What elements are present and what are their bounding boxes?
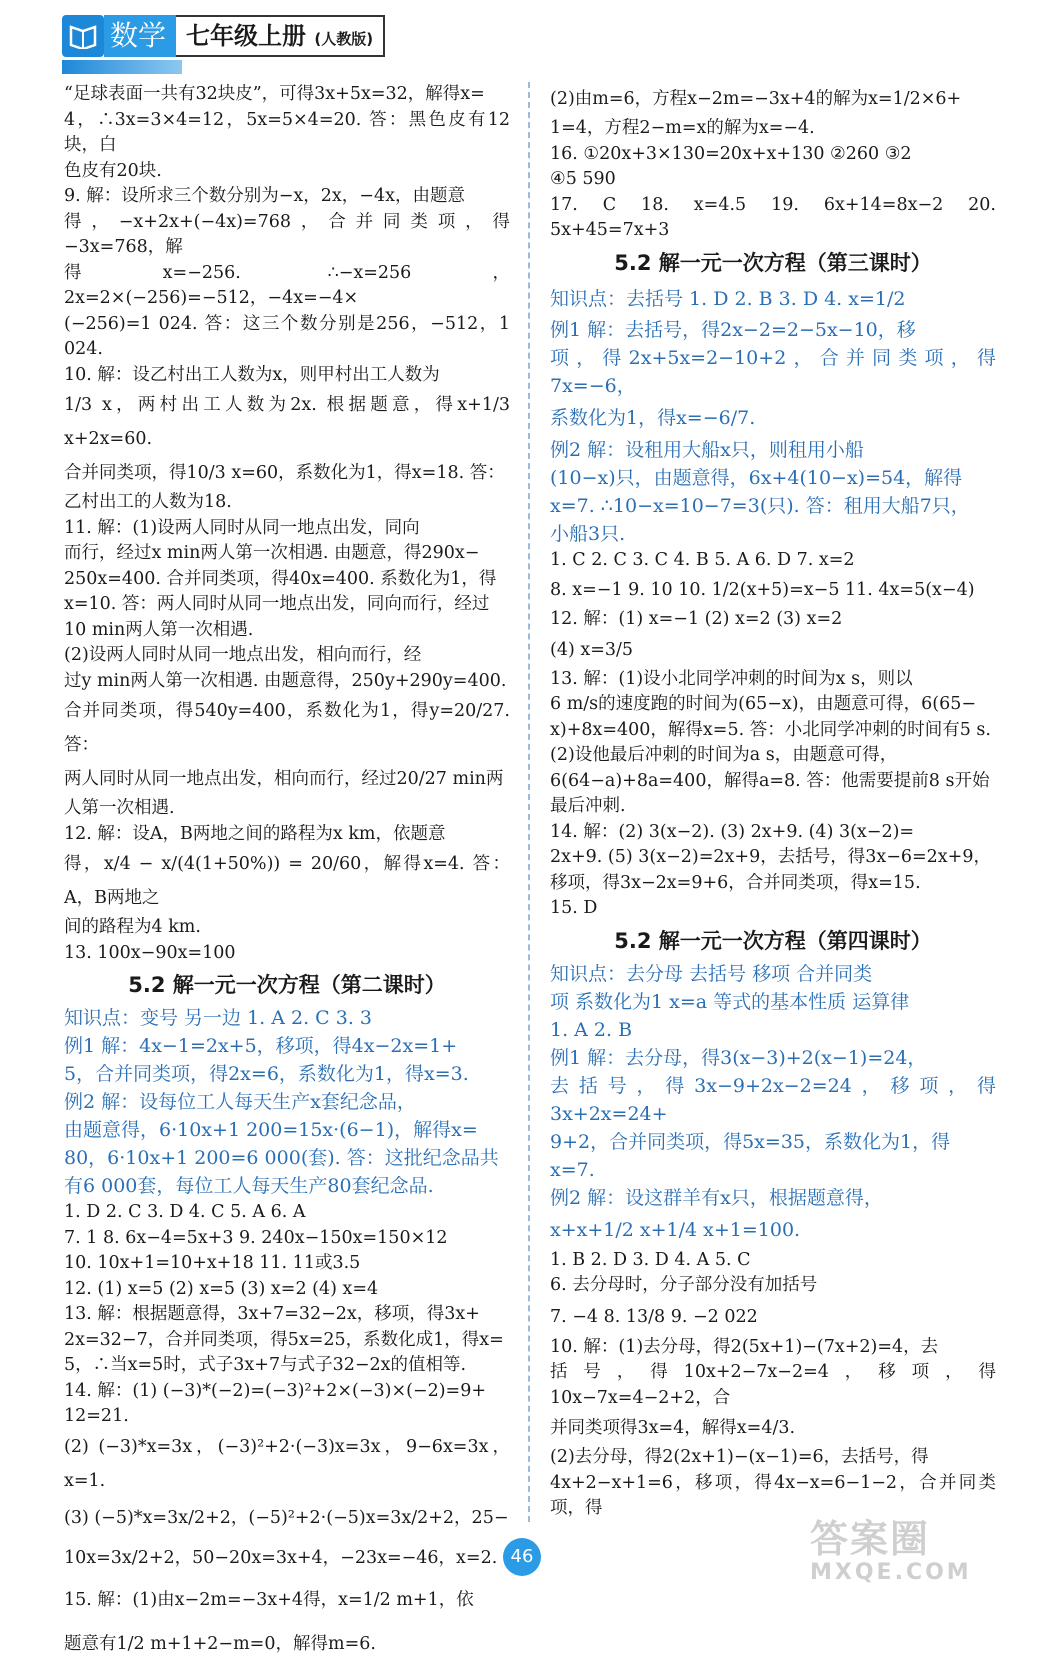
answer-line: “足球表面一共有32块皮”，可得3x+5x=32，解得x= — [64, 84, 485, 104]
subject-label: 数学 — [104, 15, 176, 57]
answer-line: 16. ①20x+3×130=20x+x+130 ②260 ③2 — [550, 143, 912, 164]
answer-line: 1. C 2. C 3. C 4. B 5. A 6. D 7. x=2 — [550, 549, 855, 570]
example-line: 由题意得，6·10x+1 200=15x·(6−1)，解得x= — [64, 1119, 478, 1141]
edition-text: (人教版) — [314, 30, 374, 48]
knowledge-points: 项 系数化为1 x=a 等式的基本性质 运算律 — [550, 990, 910, 1013]
answer-line: 10 min两人第一次相遇. — [64, 619, 254, 640]
answer-line: 14. 解：(2) 3(x−2). (3) 2x+9. (4) 3(x−2)= — [550, 821, 915, 842]
example-line: 去括号，得3x−9+2x−2=24，移项，得3x+2x=24+ — [550, 1074, 996, 1125]
example-line: 小船3只. — [550, 522, 626, 545]
header-stripe — [62, 60, 182, 74]
section-heading: 5.2 解一元一次方程（第二课时） — [128, 973, 446, 997]
example-line: 例1 解：去分母，得3(x−3)+2(x−1)=24， — [550, 1046, 927, 1069]
answer-line: (3) (−5)*x=3x/2+2，(−5)²+2·(−5)x=3x/2+2，25− — [64, 1507, 509, 1528]
answer-line: 1=4，方程2−m=x的解为x=−4. — [550, 118, 815, 138]
example-line: 例1 解：去括号，得2x−2=2−5x−10，移 — [550, 318, 916, 341]
answer-line: 8. x=−1 9. 10 10. 1/2(x+5)=x−5 11. 4x=5(x−4) — [550, 580, 975, 600]
answer-line: 并同类项得3x=4，解得x=4/3. — [550, 1418, 796, 1438]
example-line: 80，6·10x+1 200=6 000(套). 答：这批纪念品共 — [64, 1147, 499, 1169]
example-line: x+x+1/2 x+1/4 x+1=100. — [550, 1218, 801, 1241]
answer-line: 17. C 18. x=4.5 19. 6x+14=8x−2 20. 5x+45=7x+3 — [550, 194, 996, 240]
answer-line: 13. 解：(1)设小北同学冲刺的时间为x s，则以 — [550, 668, 913, 689]
answer-line: 1. B 2. D 3. D 4. A 5. C — [550, 1249, 751, 1270]
answer-line: 乙村出工的人数为18. — [64, 492, 232, 512]
answer-line: 合并同类项，得10/3 x=60，系数化为1，得x=18. 答： — [64, 463, 505, 483]
answer-line: 而行，经过x min两人第一次相遇. 由题意，得290x− — [64, 543, 480, 563]
answer-line: 6(64−a)+8a=400，解得a=8. 答：他需要提前8 s开始 — [550, 770, 990, 791]
answer-line: ④5 590 — [550, 169, 616, 189]
grade-label — [176, 15, 385, 57]
example-line: (10−x)只，由题意得，6x+4(10−x)=54，解得 — [550, 466, 963, 489]
answer-line: 得x=−256. ∴−x=256，2x=2×(−256)=−512，−4x=−4× — [64, 262, 510, 308]
answer-line: 人第一次相遇. — [64, 798, 175, 818]
page-number: 46 — [503, 1538, 541, 1576]
answer-line: 间的路程为4 km. — [64, 917, 201, 937]
answer-line: 2x=32−7，合并同类项，得5x=25，系数化成1，得x= — [64, 1329, 504, 1350]
section-heading: 5.2 解一元一次方程（第四课时） — [614, 928, 932, 953]
answer-line: 4，∴3x=3×4=12，5x=5×4=20. 答：黑色皮有12块，白 — [64, 109, 510, 155]
answer-line: 6 m/s的速度跑的时间为(65−x)，由题意可得，6(65− — [550, 694, 977, 714]
answer-line: (4) x=3/5 — [550, 639, 634, 660]
example-line: 例1 解：4x−1=2x+5，移项，得4x−2x=1+ — [64, 1035, 458, 1057]
answer-line: (2)去分母，得2(2x+1)−(x−1)=6，去括号，得 — [550, 1447, 929, 1467]
answer-line: (2)设他最后冲刺的时间为a s，由题意可得， — [550, 745, 898, 765]
knowledge-points: 知识点：去括号 1. D 2. B 3. D 4. x=1/2 — [550, 287, 906, 310]
example-line: x=7. — [550, 1158, 595, 1181]
answer-line: 13. 解：根据题意得，3x+7=32−2x，移项，得3x+ — [64, 1304, 480, 1324]
answer-line: 15. 解：(1)由x−2m=−3x+4得，x=1/2 m+1，依 — [64, 1589, 474, 1610]
left-column — [64, 82, 510, 1666]
answer-line: 4x+2−x+1=6，移项，得4x−x=6−1−2，合并同类项，得 — [550, 1472, 996, 1518]
answer-line: 7. −4 8. 13/8 9. −2 022 — [550, 1306, 758, 1327]
example-line: 有6 000套，每位工人每天生产80套纪念品. — [64, 1175, 434, 1197]
answer-line: 12. (1) x=5 (2) x=5 (3) x=2 (4) x=4 — [64, 1278, 379, 1299]
watermark-url: MXQE.COM — [810, 1560, 972, 1585]
answer-line: 两人同时从同一地点出发，相向而行，经过20/27 min两 — [64, 769, 504, 789]
answer-line: 13. 100x−90x=100 — [64, 942, 236, 963]
answer-line: 2x+9. (5) 3(x−2)=2x+9，去括号，得3x−6=2x+9， — [550, 847, 991, 867]
answer-line: 7. 1 8. 6x−4=5x+3 9. 240x−150x=150×12 — [64, 1227, 448, 1248]
answer-line: 1. D 2. C 3. D 4. C 5. A 6. A — [64, 1202, 306, 1222]
answer-line: x)+8x=400，解得x=5. 答：小北同学冲刺的时间有5 s. — [550, 719, 991, 740]
example-line: 9+2，合并同类项，得5x=35，系数化为1，得 — [550, 1130, 951, 1153]
answer-line: (2)由m=6，方程x−2m=−3x+4的解为x=1/2×6+ — [550, 89, 962, 109]
grade-text: 七年级上册 — [186, 22, 307, 50]
watermark-text: 答案圈 — [810, 1517, 931, 1561]
example-line: x=7. ∴10−x=10−7=3(只). 答：租用大船7只， — [550, 494, 970, 517]
answer-line: 最后冲刺. — [550, 796, 626, 816]
answer-line: 题意有1/2 m+1+2−m=0，解得m=6. — [64, 1633, 376, 1654]
book-icon — [62, 15, 104, 57]
example-line: 系数化为1，得x=−6/7. — [550, 406, 756, 429]
right-column — [550, 82, 996, 1522]
example-line: 例2 解：设这群羊有x只，根据题意得， — [550, 1186, 883, 1209]
knowledge-points: 知识点：变号 另一边 1. A 2. C 3. 3 — [64, 1007, 373, 1029]
example-line: 项，得2x+5x=2−10+2，合并同类项，得7x=−6， — [550, 346, 996, 397]
answer-line: 9. 解：设所求三个数分别为−x，2x，−4x，由题意 — [64, 186, 465, 206]
answer-line: (−256)=1 024. 答：这三个数分别是256，−512，1 024. — [64, 313, 510, 359]
answer-line: 括号，得10x+2−7x−2=4，移项，得10x−7x=4−2+2，合 — [550, 1362, 996, 1408]
page-header — [62, 14, 385, 58]
answer-line: 12=21. — [64, 1406, 129, 1426]
answer-line: 14. 解：(1) (−3)*(−2)=(−3)²+2×(−3)×(−2)=9+ — [64, 1380, 487, 1401]
answer-line: 1/3 x，两村出工人数为2x. 根据题意，得x+1/3 x+2x=60. — [64, 395, 510, 449]
section-heading: 5.2 解一元一次方程（第三课时） — [614, 250, 932, 275]
answer-line: x=10. 答：两人同时从同一地点出发，同向而行，经过 — [64, 594, 490, 614]
answer-line: (2) (−3)*x=3x，(−3)²+2·(−3)x=3x，9−6x=3x，x=1. — [64, 1436, 510, 1491]
answer-line: 移项，得3x−2x=9+6，合并同类项，得x=15. — [550, 872, 921, 893]
answer-line: 合并同类项，得540y=400，系数化为1，得y=20/27. 答： — [64, 701, 510, 755]
answer-line: 250x=400. 合并同类项，得40x=400. 系数化为1，得 — [64, 568, 497, 589]
answer-line: 色皮有20块. — [64, 160, 162, 181]
answer-line: 得，−x+2x+(−4x)=768，合并同类项，得−3x=768，解 — [64, 211, 510, 257]
answer-line: 10x=3x/2+2，50−20x=3x+4，−23x=−46，x=2. — [64, 1547, 498, 1568]
knowledge-points: 1. A 2. B — [550, 1018, 633, 1041]
answer-line: 10. 解：设乙村出工人数为x，则甲村出工人数为 — [64, 364, 440, 385]
answer-line: 5，∴当x=5时，式子3x+7与式子32−2x的值相等. — [64, 1355, 467, 1375]
example-line: 例2 解：设每位工人每天生产x套纪念品， — [64, 1091, 416, 1113]
example-line: 例2 解：设租用大船x只，则租用小船 — [550, 438, 864, 461]
answer-line: 6. 去分母时，分子部分没有加括号 — [550, 1275, 818, 1295]
answer-line: 10. 10x+1=10+x+18 11. 11或3.5 — [64, 1253, 361, 1273]
answer-line: (2)设两人同时从同一地点出发，相向而行，经 — [64, 645, 422, 665]
answer-line: 11. 解：(1)设两人同时从同一地点出发，同向 — [64, 517, 420, 538]
answer-line: 15. D — [550, 898, 598, 918]
answer-line: 得，x/4 − x/(4(1+50%)) = 20/60，解得x=4. 答：A，B两地之 — [64, 854, 510, 908]
answer-line: 过y min两人第一次相遇. 由题意得，250y+290y=400. — [64, 670, 507, 691]
answer-line: 12. 解：(1) x=−1 (2) x=2 (3) x=2 — [550, 609, 843, 629]
column-divider — [528, 82, 530, 1522]
answer-line: 10. 解：(1)去分母，得2(5x+1)−(7x+2)=4，去 — [550, 1336, 939, 1357]
example-line: 5，合并同类项，得2x=6，系数化为1，得x=3. — [64, 1063, 469, 1085]
answer-line: 12. 解：设A，B两地之间的路程为x km，依题意 — [64, 823, 446, 844]
watermark — [810, 1518, 1030, 1592]
knowledge-points: 知识点：去分母 去括号 移项 合并同类 — [550, 962, 873, 985]
